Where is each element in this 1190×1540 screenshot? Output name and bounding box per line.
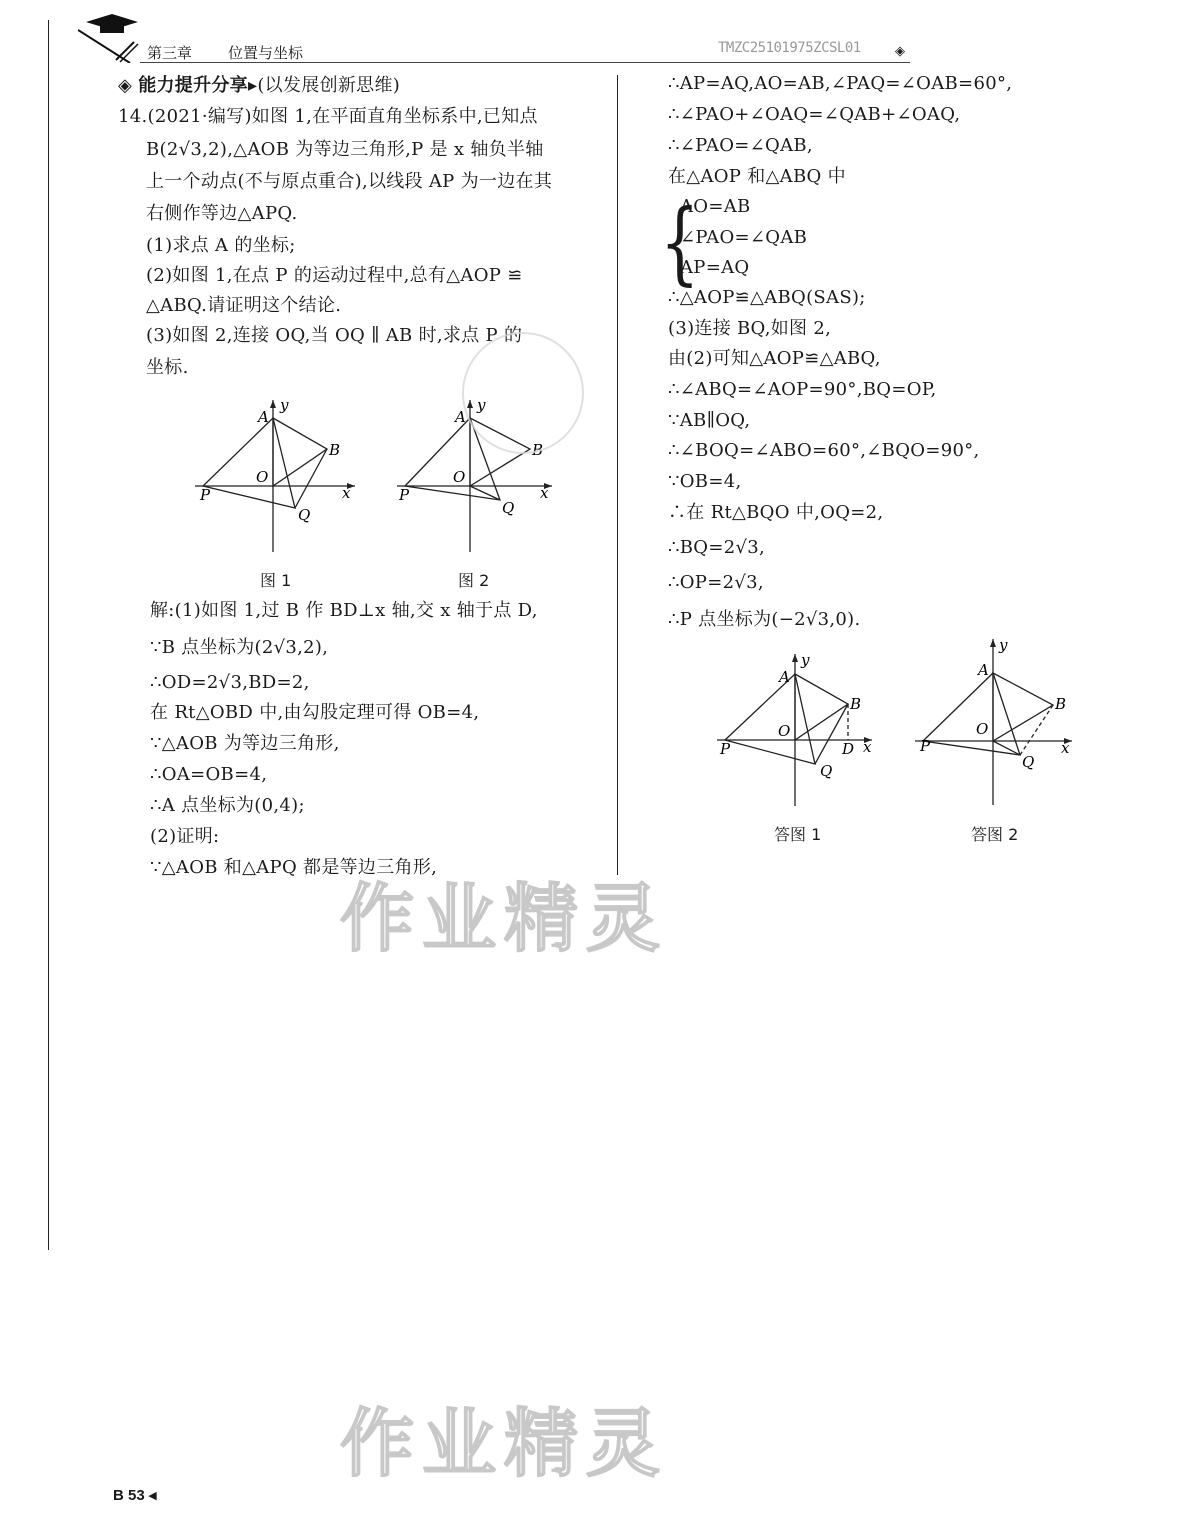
label-A: A (779, 668, 790, 686)
label-x: x (863, 738, 872, 756)
chapter-title: 位置与坐标 (228, 44, 304, 62)
problem-line: (2)如图 1,在点 P 的运动过程中,总有△AOP ≌ (146, 265, 523, 286)
solution-line: ∴A 点坐标为(0,4); (150, 795, 305, 816)
system-line: AO=AB (680, 196, 751, 217)
problem-line: 右侧作等边△APQ. (146, 203, 298, 224)
header-rule (140, 62, 910, 63)
solution-line: ∴∠PAO=∠QAB, (668, 135, 813, 156)
label-B: B (329, 441, 341, 459)
solution-line: ∵AB∥OQ, (668, 410, 751, 431)
problem-line: (3)如图 2,连接 OQ,当 OQ ∥ AB 时,求点 P 的 (146, 325, 523, 346)
label-Q: Q (820, 762, 833, 780)
problem-line: 14.(2021·编写)如图 1,在平面直角坐标系中,已知点 (118, 106, 538, 127)
solution-line: ∴OA=OB=4, (150, 764, 268, 785)
solution-line: (2)证明: (150, 826, 220, 847)
left-margin-rule (48, 20, 49, 1250)
solution-line: ∴在 Rt△BQO 中,OQ=2, (668, 502, 884, 523)
system-brace: { (660, 189, 700, 296)
solution-line: ∴∠PAO+∠OAQ=∠QAB+∠OAQ, (668, 104, 961, 125)
answer-figure-1-caption: 答图 1 (774, 825, 822, 844)
label-O: O (778, 722, 791, 740)
label-B: B (1055, 695, 1067, 713)
page-number (113, 1486, 156, 1504)
watermark-text: 作业精灵 (340, 876, 668, 962)
solution-line: ∴OD=2√3,BD=2, (150, 672, 310, 693)
label-y: y (801, 651, 810, 669)
solution-line: ∵△AOB 和△APQ 都是等边三角形, (150, 857, 438, 878)
solution-line: ∵△AOB 为等边三角形, (150, 733, 340, 754)
problem-line: (1)求点 A 的坐标; (146, 235, 296, 256)
section-title: 能力提升分享 (138, 75, 248, 96)
label-x: x (1061, 739, 1070, 757)
label-O: O (256, 468, 269, 486)
solution-line: ∴∠ABQ=∠AOP=90°,BQ=OP, (668, 379, 937, 400)
solution-line: ∴P 点坐标为(−2√3,0). (668, 609, 861, 630)
answer-figure-2 (910, 633, 1080, 812)
label-P: P (720, 740, 731, 758)
label-P: P (399, 486, 410, 504)
section-icon: ◈ (118, 75, 133, 96)
problem-line: △ABQ.请证明这个结论. (146, 295, 342, 316)
solution-line: 在 Rt△OBD 中,由勾股定理可得 OB=4, (150, 702, 480, 723)
watermark-text: 作业精灵 (340, 1401, 668, 1487)
solution-line: ∴BQ=2√3, (668, 537, 766, 558)
solution-line: 解:(1)如图 1,过 B 作 BD⊥x 轴,交 x 轴于点 D, (150, 600, 538, 621)
label-B: B (850, 695, 862, 713)
chapter-label: 第三章 (147, 44, 193, 62)
label-P: P (200, 486, 211, 504)
section-heading (118, 75, 400, 97)
label-y: y (477, 396, 486, 414)
section-subtitle: (以发展创新思维) (257, 75, 401, 96)
label-Q: Q (298, 506, 311, 524)
label-x: x (540, 484, 549, 502)
solution-line: (3)连接 BQ,如图 2, (668, 318, 832, 339)
header-mark-icon: ◈ (895, 44, 905, 59)
label-y: y (280, 396, 289, 414)
label-D: D (842, 740, 855, 758)
label-Q: Q (1022, 753, 1035, 771)
header-logo (78, 8, 148, 67)
label-x: x (342, 484, 351, 502)
label-O: O (453, 468, 466, 486)
figure-2-caption: 图 2 (458, 571, 490, 590)
figure-1-caption: 图 1 (260, 571, 292, 590)
label-A: A (258, 408, 269, 426)
label-P: P (920, 737, 931, 755)
label-y: y (999, 636, 1008, 654)
problem-line: 坐标. (146, 357, 189, 378)
label-B: B (532, 441, 544, 459)
column-divider (617, 75, 618, 875)
solution-line: ∴AP=AQ,AO=AB,∠PAQ=∠OAB=60°, (668, 73, 1013, 94)
figure-1 (190, 392, 365, 561)
problem-line: 上一个动点(不与原点重合),以线段 AP 为一边在其 (146, 171, 553, 192)
stamp-watermark-icon (462, 332, 584, 454)
problem-line: B(2√3,2),△AOB 为等边三角形,P 是 x 轴负半轴 (146, 139, 544, 160)
solution-line: ∵OB=4, (668, 471, 742, 492)
label-O: O (976, 720, 989, 738)
label-Q: Q (502, 499, 515, 517)
solution-line: ∵B 点坐标为(2√3,2), (150, 637, 329, 658)
label-A: A (978, 661, 989, 679)
system-line: ∠PAO=∠QAB (680, 227, 808, 248)
arrow-icon: ▸ (248, 75, 258, 96)
label-A: A (455, 408, 466, 426)
solution-line: 由(2)可知△AOP≌△ABQ, (668, 348, 881, 369)
header-code: TMZC25101975ZCSL01 (718, 40, 861, 56)
page-number-text: B 53 (113, 1487, 145, 1504)
solution-line: ∴△AOP≌△ABQ(SAS); (668, 287, 866, 308)
solution-line: ∴OP=2√3, (668, 572, 764, 593)
system-line: AP=AQ (680, 257, 750, 278)
page-arrow-icon: ◂ (144, 1487, 157, 1504)
solution-line: ∴∠BOQ=∠ABO=60°,∠BQO=90°, (668, 440, 980, 461)
answer-figure-2-caption: 答图 2 (971, 825, 1019, 844)
answer-figure-1 (712, 648, 882, 817)
solution-line: 在△AOP 和△ABQ 中 (668, 166, 846, 187)
